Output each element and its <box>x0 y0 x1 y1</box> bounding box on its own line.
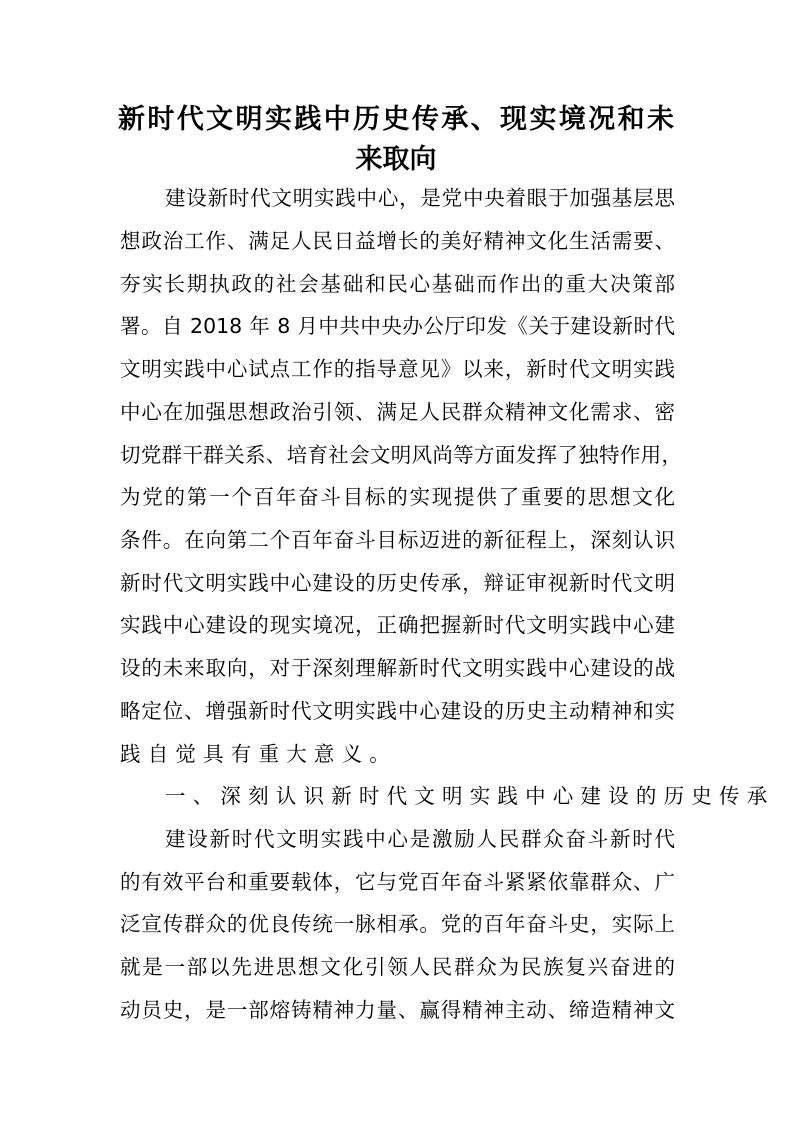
paragraph-line: 想政治工作、满足人民日益增长的美好精神文化生活需要、 <box>120 229 675 253</box>
paragraph-line: 实践中心建设的现实境况，正确把握新时代文明实践中心建 <box>120 613 675 637</box>
document-title-line-1: 新时代文明实践中历史传承、现实境况和未 <box>118 104 674 135</box>
paragraph-line: 建设新时代文明实践中心，是党中央着眼于加强基层思 <box>165 186 675 210</box>
paragraph-line: 践自觉具有重大意义。 <box>120 742 397 766</box>
paragraph-line: 署。自 2018 年 8 月中共中央办公厅印发《关于建设新时代 <box>120 314 675 338</box>
paragraph-line: 略定位、增强新时代文明实践中心建设的历史主动精神和实 <box>120 699 675 723</box>
paragraph-line: 的有效平台和重要载体，它与党百年奋斗紧紧依靠群众、广 <box>120 870 675 894</box>
paragraph-line: 文明实践中心试点工作的指导意见》以来，新时代文明实践 <box>120 357 675 381</box>
paragraph-line: 新时代文明实践中心建设的历史传承，辩证审视新时代文明 <box>120 571 675 595</box>
section-heading: 一、深刻认识新时代文明实践中心建设的历史传承 <box>165 784 775 808</box>
paragraph-line: 为党的第一个百年奋斗目标的实现提供了重要的思想文化 <box>120 485 675 509</box>
paragraph-line: 动员史，是一部熔铸精神力量、赢得精神主动、缔造精神文 <box>120 998 675 1022</box>
paragraph-line: 条件。在向第二个百年奋斗目标迈进的新征程上，深刻认识 <box>120 528 675 552</box>
paragraph-line: 夯实长期执政的社会基础和民心基础而作出的重大决策部 <box>120 272 675 296</box>
paragraph-line: 泛宣传群众的优良传统一脉相承。党的百年奋斗史，实际上 <box>120 912 675 936</box>
paragraph-line: 就是一部以先进思想文化引领人民群众为民族复兴奋进的 <box>120 955 675 979</box>
paragraph-line: 中心在加强思想政治引领、满足人民群众精神文化需求、密 <box>120 400 675 424</box>
paragraph-line: 建设新时代文明实践中心是激励人民群众奋斗新时代 <box>165 827 675 851</box>
paragraph-line: 切党群干群关系、培育社会文明风尚等方面发挥了独特作用， <box>120 443 682 467</box>
paragraph-line: 设的未来取向，对于深刻理解新时代文明实践中心建设的战 <box>120 656 675 680</box>
document-title-line-2: 来取向 <box>355 144 437 175</box>
